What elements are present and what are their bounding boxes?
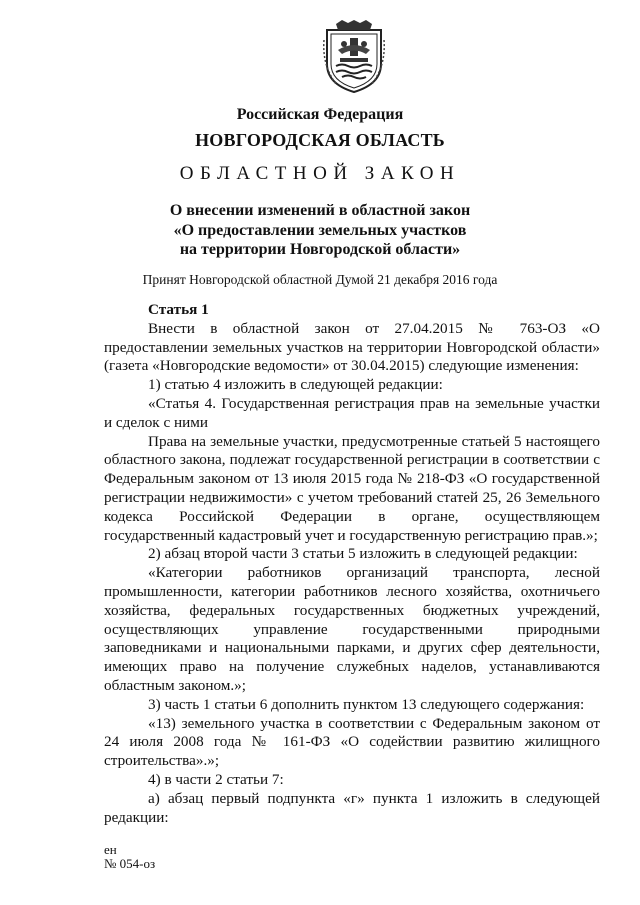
region-name: НОВГОРОДСКАЯ ОБЛАСТЬ bbox=[195, 130, 445, 150]
federation-line: Российская Федерация bbox=[236, 106, 404, 123]
article-heading: Статья 1 bbox=[148, 301, 209, 318]
coat-of-arms-icon bbox=[322, 20, 386, 94]
article-body bbox=[104, 301, 600, 827]
article-paragraph: а) абзац первый подпункта «г» пункта 1 изложить в следующей редакции: bbox=[104, 789, 600, 826]
article-paragraph: 1) статью 4 изложить в следующей редакции: bbox=[148, 376, 443, 394]
law-title bbox=[0, 201, 640, 260]
article-paragraph: 4) в части 2 статьи 7: bbox=[148, 770, 284, 788]
adoption-note: Принят Новгородской областной Думой 21 декабря 2016 года bbox=[142, 272, 498, 287]
article-paragraph: «Статья 4. Государственная регистрация прав на земельные участки и сделок с ними bbox=[104, 394, 600, 431]
law-title-line: на территории Новгородской области» bbox=[179, 241, 461, 258]
article-paragraph: Права на земельные участки, предусмотренные статьей 5 настоящего областного закона, подлежат государственной регистрации в соответствии с Федеральным законом от 13 июля 2015 года № 218-ФЗ «О государственной регистрации недвижимости» с учетом требований статей 25, 26 Земельного кодекса Российской Федерации в органе, осуществляющем государственный кадастровый учет и государственную регистрацию прав.»; bbox=[104, 432, 600, 544]
law-title-line: «О предоставлении земельных участков bbox=[173, 221, 467, 239]
document-footer bbox=[104, 843, 155, 871]
article-paragraph: «Категории работников организаций транспорта, лесной промышленности, категории работников лесного хозяйства, охотничьего хозяйства, федеральных государственных бюджетных учреждений, осуществляющих управление государственными природными заповедниками и национальными парками, и других сфер деятельности, имеющих право на получение служебных наделов, устанавливаются областным законом.»; bbox=[104, 564, 600, 694]
article-paragraph: Внести в областной закон от 27.04.2015 № 763-ОЗ «О предоставлении земельных участков на территории Новгородской области» (газета «Новгородские ведомости» от 30.04.2015) следующие изменения: bbox=[104, 319, 600, 375]
article-paragraph: «13) земельного участка в соответствии с Федеральным законом от 24 июля 2008 года № 161-ФЗ «О содействии развитию жилищного строительства».»; bbox=[104, 714, 600, 770]
law-type: ОБЛАСТНОЙ ЗАКОН bbox=[179, 163, 461, 184]
law-title-line: О внесении изменений в областной закон bbox=[169, 202, 471, 219]
executor-initials: ен bbox=[104, 842, 117, 857]
document-number: № 054-оз bbox=[104, 856, 156, 871]
article-paragraph: 2) абзац второй части 3 статьи 5 изложить в следующей редакции: bbox=[148, 545, 578, 563]
article-paragraph: 3) часть 1 статьи 6 дополнить пунктом 13 следующего содержания: bbox=[148, 695, 585, 713]
